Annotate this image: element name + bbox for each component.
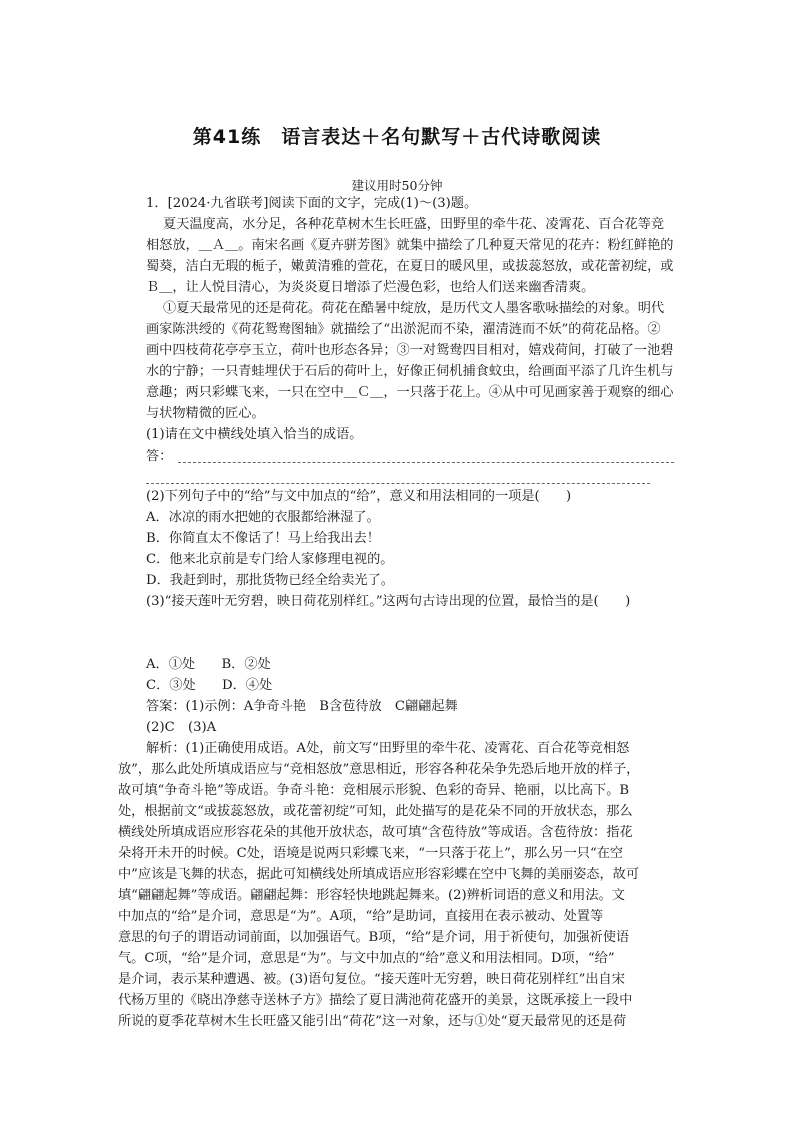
passage-line: 蜀葵，洁白无瑕的栀子，嫩黄清雅的萱花，在夏日的暖风里，或拔蕊怒放，或花蕾初绽，或 — [146, 259, 674, 274]
passage-line: 相怒放，＿Ａ＿。南宋名画《夏卉骈芳图》就集中描绘了几种夏天常见的花卉：粉红鲜艳的 — [146, 238, 674, 253]
passage-line: ①夏天最常见的还是荷花。荷花在酷暑中绽放，是历代文人墨客歌咏描绘的对象。明代 — [163, 301, 665, 316]
question-header: 1．[2024·九省联考]阅读下面的文字，完成(1)～(3)题。 — [146, 196, 478, 211]
option-cd: C．③处 D．④处 — [146, 678, 273, 693]
passage-line: 夏天温度高，水分足，各种花草树木生长旺盛，田野里的牵牛花、凌霄花、百合花等竞 — [163, 217, 665, 232]
passage-line: 画中四枝荷花亭亭玉立，荷叶也形态各异；③一对鸳鸯四目相对，嬉戏荷间，打破了一池碧 — [146, 343, 674, 358]
analysis-line: 所说的夏季花草树木生长旺盛又能引出“荷花”这一对象，还与①处“夏天最常见的还是荷 — [118, 1014, 627, 1029]
analysis-line: 故可填“争奇斗艳”等成语。争奇斗艳：竞相展示形貌、色彩的奇异、艳丽，以比高下。B — [118, 783, 630, 798]
answer-blank-line[interactable] — [146, 483, 650, 484]
analysis-line: 是介词，表示某种遭遇、被。(3)语句复位。“接天莲叶无穷碧，映日荷花别样红”出自宋 — [118, 972, 625, 987]
option-d: D．我赶到时，那批货物已经全给卖光了。 — [146, 573, 394, 588]
passage-line: 意趣；两只彩蝶飞来，一只在空中＿Ｃ＿，一只落于花上。④从中可见画家善于观察的细心 — [146, 385, 674, 400]
analysis-line: 横线处所填成语应形容花朵的其他开放状态，故可填“含苞待放”等成语。含苞待放：指花 — [118, 825, 633, 840]
analysis-line: 处，根据前文“或拔蕊怒放，或花蕾初绽”可知，此处描写的是花朵不同的开放状态，那么 — [118, 804, 633, 819]
analysis-line: 填“翩翩起舞”等成语。翩翩起舞：形容轻快地跳起舞来。(2)辨析词语的意义和用法。文 — [118, 888, 625, 903]
time-hint: 建议用时50分钟 — [351, 178, 443, 193]
sub-question-2: (2)下列句子中的“给”与文中加点的“给”，意义和用法相同的一项是( ) — [146, 489, 572, 504]
analysis-line: 放”，那么此处所填成语应与“竞相怒放”意思相近，形容各种花朵争先恐后地开放的样子， — [118, 762, 640, 777]
analysis-line: 中”应该是飞舞的状态，据此可知横线处所填成语应形容彩蝶在空中飞舞的美丽姿态，故可 — [118, 867, 640, 882]
analysis-line: 代杨万里的《晓出净慈寺送林子方》描绘了夏日满池荷花盛开的美景，这既承接上一段中 — [118, 993, 633, 1008]
analysis-line: 朵将开未开的时候。C处，语境是说两只彩蝶飞来，“一只落于花上”，那么另一只“在空 — [118, 846, 624, 861]
analysis-line: 意思的句子的谓语动词前面，以加强语气。B项，“给”是介词，用于祈使句，加强祈使语 — [118, 930, 630, 945]
passage-line: Ｂ＿，让人悦目清心，为炎炎夏日增添了烂漫色彩，也给人们送来幽香清爽。 — [146, 280, 595, 295]
analysis-line: 中加点的“给”是介词，意思是“为”。A项，“给”是助词，直接用在表示被动、处置等 — [118, 909, 604, 924]
analysis-line: 解析：(1)正确使用成语。A处，前文写“田野里的牵牛花、凌霄花、百合花等竞相怒 — [146, 741, 630, 756]
answer-label: 答： — [146, 449, 173, 464]
page-title: 第41练 语言表达＋名句默写＋古代诗歌阅读 — [192, 126, 602, 148]
passage-line: 与状物精微的匠心。 — [146, 406, 265, 421]
answer-blank-line[interactable] — [178, 462, 674, 463]
answer-line: 答案：(1)示例：A争奇斗艳 B含苞待放 C翩翩起舞 — [146, 699, 458, 714]
option-b: B．你简直太不像话了！马上给我出去！ — [146, 531, 380, 546]
sub-question-1: (1)请在文中横线处填入恰当的成语。 — [146, 427, 363, 442]
option-ab: A．①处 B．②处 — [146, 657, 271, 672]
answer-line: (2)C (3)A — [146, 720, 217, 735]
analysis-line: 气。C项，“给”是介词，意思是“为”。与文中加点的“给”意义和用法相同。D项，“给” — [118, 951, 615, 966]
passage-line: 水的宁静；一只青蛙埋伏于石后的荷叶上，好像正伺机捕食蚊虫，给画面平添了几许生机与 — [146, 364, 674, 379]
passage-line: 画家陈洪绶的《荷花鸳鸯图轴》就描绘了“出淤泥而不染，濯清涟而不妖”的荷花品格。② — [146, 322, 661, 337]
sub-question-3: (3)“接天莲叶无穷碧，映日荷花别样红。”这两句古诗出现的位置，最恰当的是( ) — [146, 594, 631, 609]
option-c: C．他来北京前是专门给人家修理电视的。 — [146, 552, 394, 567]
option-a: A．冰凉的雨水把她的衣服都给淋湿了。 — [146, 510, 380, 525]
